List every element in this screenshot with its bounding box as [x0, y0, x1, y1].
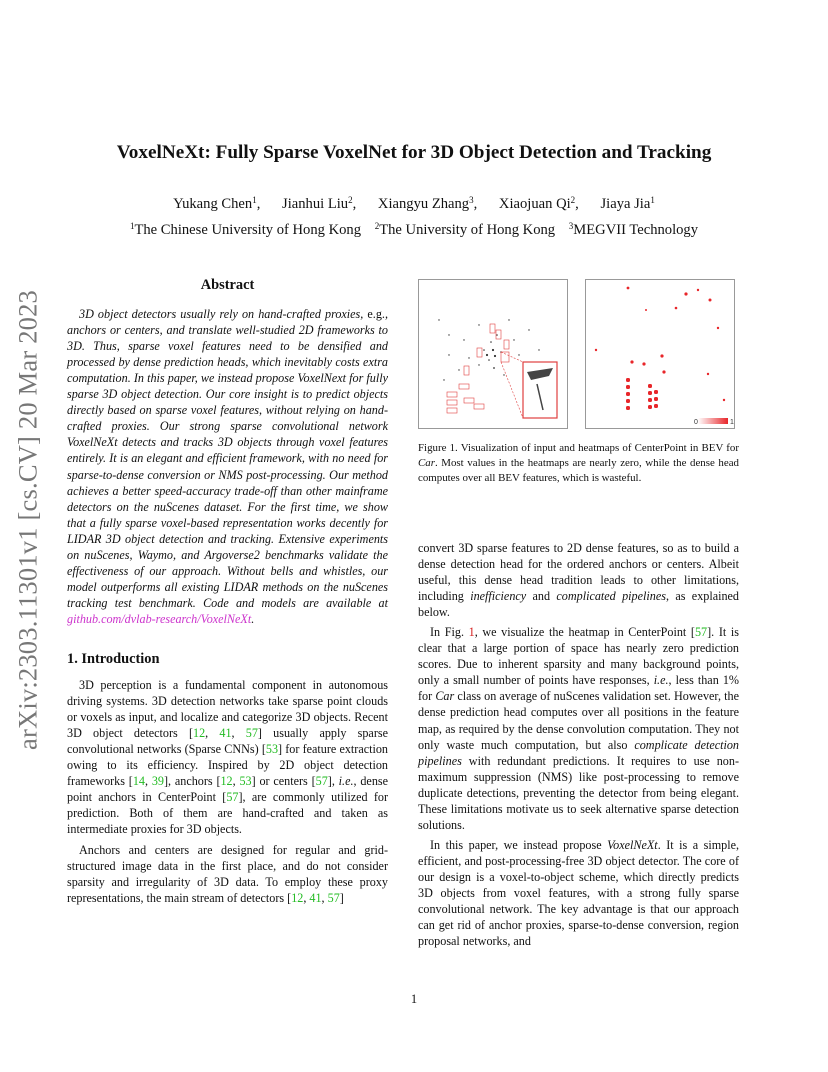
citation[interactable]: 53 — [239, 774, 252, 789]
bbox — [459, 384, 469, 389]
heatmap-image — [586, 280, 734, 428]
heatmap-panel — [585, 279, 735, 429]
citation[interactable]: 53 — [265, 742, 279, 757]
abstract-text: 3D object detectors usually rely on hand-crafted proxies, e.g., anchors or centers, and translate well-studied 2D frameworks to 3D. Thus, sparse voxel features need to be densified and processed by dense prediction heads, which inevitably costs extra computation. In this paper, we instead propose VoxelNext for fully sparse 3D object detection. Our core insight is to predict objects directly based on sparse voxel features, without relying on hand-crafted proxies. Our strong sparse convolutional network VoxelNeXt detects and tracks 3D objects through voxel features entirely. It is an elegant and efficient framework, with no need for sparse-to-dense conversion or NMS post-processing. Our method achieves a better speed-accuracy trade-off than other mainframe detectors on the nuScenes dataset. For the first time, we show that a fully sparse voxel-based representation works decently for LIDAR 3D object detection and tracking. Extensive experiments on nuScenes, Waymo, and Argoverse2 benchmarks validate the effectiveness of our approach. Without bells and whistles, our model outperforms all existing LIDAR methods on the nuScenes tracking test benchmark. Code and models are available at github.com/dvlab-research/VoxelNeXt. — [67, 307, 388, 626]
code-link[interactable]: github.com/dvlab-research/VoxelNeXt — [67, 611, 252, 626]
citation[interactable]: 14 — [132, 774, 145, 789]
abstract-heading: Abstract — [200, 277, 255, 293]
author: Yukang Chen$^1$, — [173, 195, 261, 212]
bbox — [447, 392, 457, 397]
affiliation: $^2$The University of Hong Kong — [374, 221, 556, 238]
citation[interactable]: 39 — [151, 774, 164, 789]
bbox — [447, 408, 457, 413]
citation[interactable]: 57 — [315, 774, 328, 789]
point-cloud-image — [419, 280, 567, 428]
bbox — [464, 398, 474, 403]
zoom-guide-line — [501, 362, 523, 418]
citation[interactable]: 57 — [327, 890, 340, 905]
zoom-guide-line — [501, 352, 523, 362]
right-paragraph-3: In this paper, we instead propose VoxelNeXt. It is a simple, efficient, and post-processing-free 3D object detector. The core of our design is a voxel-to-object scheme, which directly predicts 3D objects from voxel features, with a strong fully sparse convolutional network. The key advantage is that our approach can get rid of anchor proxies, sparse-to-dense conversion, region proposal networks, and — [418, 837, 739, 949]
affiliation: $^3$MEGVII Technology — [568, 221, 699, 238]
author-list — [0, 196, 828, 213]
right-column — [418, 540, 739, 953]
citation[interactable]: 57 — [694, 625, 708, 640]
affiliation: $^1$The Chinese University of Hong Kong — [129, 221, 362, 238]
citation[interactable]: 12 — [291, 890, 304, 905]
right-paragraph-2: In Fig. 1, we visualize the heatmap in CenterPoint [57]. It is clear that a large portion of space has nearly zero prediction scores. Due to inherent sparsity and many background points, only a small number of points have responses, i.e., less than 1% for Car class on average of nuScenes validation set. However, the dense prediction head computes over all positions in the feature map, as required by the dense convolution computation. They not only waste much computation, but also complicate detection pipelines with redundant predictions. It requires to use non-maximum suppression (NMS) like post-processing to remove duplicate detections, preventing the detector from being elegant. These limitations motivate us to seek alternative sparse detection solutions. — [418, 625, 739, 832]
section-heading-introduction: 1. Introduction — [67, 650, 160, 667]
author: Xiaojuan Qi$^2$, — [498, 195, 579, 212]
zoomed-points — [537, 384, 543, 410]
bbox — [447, 400, 457, 405]
bbox — [504, 340, 509, 349]
citation[interactable]: 57 — [245, 726, 258, 741]
bbox — [464, 366, 469, 375]
paper-title: VoxelNeXt: Fully Sparse VoxelNet for 3D Object Detection and Tracking — [116, 142, 712, 163]
author: Jiaya Jia$^1$ — [600, 195, 655, 212]
intro-paragraph-2: Anchors and centers are designed for regular and grid-structured image data in the first place, and do not consider sparsity and irregularity of 3D data. To employ these proxy representations, the main stream of detectors [12, 41, 57] — [67, 842, 388, 905]
colorbar — [698, 418, 728, 424]
citation[interactable]: 57 — [226, 790, 239, 805]
colorbar-max-label: 1 — [730, 419, 734, 426]
intro-paragraph-1: 3D perception is a fundamental component in autonomous driving systems. 3D detection networks take sparse point clouds or voxels as input, and localize and categorize 3D objects. Recent 3D object detectors [12, 41, 57] usually apply sparse convolutional networks (Sparse CNNs) [53] for feature extraction owing to its efficiency. Inspired by 2D object detection frameworks [14, 39], anchors [12, 53] or centers [57], i.e., dense point anchors in CenterPoint [57], are commonly utilized for prediction. Both of them are hand-crafted and taken as intermediate proxies for 3D objects. — [67, 678, 389, 837]
author: Jianhui Liu$^2$, — [282, 195, 357, 212]
arxiv-stamp — [8, 280, 48, 760]
figure-caption: Figure 1. Visualization of input and heatmaps of CenterPoint in BEV for Car. Most values in the heatmaps are nearly zero, while the dense head computes over all BEV features, which is wasteful. — [418, 442, 739, 484]
arxiv-id: arXiv:2303.11301v1 [cs.CV] 20 Mar 2023 — [12, 289, 43, 751]
figure-reference[interactable]: 1 — [468, 625, 475, 640]
affiliation-list — [0, 222, 828, 239]
bbox-group — [447, 324, 509, 413]
right-paragraph-1: convert 3D sparse features to 2D dense features, so as to build a dense detection head for the ordered anchors or centers. Albeit useful, this dense head tradition leads to other limitations, including inefficiency and complicated pipelines, as explained below. — [418, 541, 740, 620]
zoomed-points — [527, 368, 553, 380]
colorbar-min-label: 0 — [694, 419, 698, 426]
citation[interactable]: 41 — [309, 890, 322, 905]
bbox — [490, 324, 495, 333]
bbox — [474, 404, 484, 409]
citation[interactable]: 41 — [219, 726, 232, 741]
point-cloud-panel — [418, 279, 568, 429]
page-number: 1 — [410, 992, 418, 1006]
citation[interactable]: 12 — [220, 774, 233, 789]
citation[interactable]: 12 — [193, 726, 206, 741]
author: Xiangyu Zhang$^3$, — [377, 195, 478, 212]
bbox — [477, 348, 482, 357]
left-column — [67, 277, 388, 910]
